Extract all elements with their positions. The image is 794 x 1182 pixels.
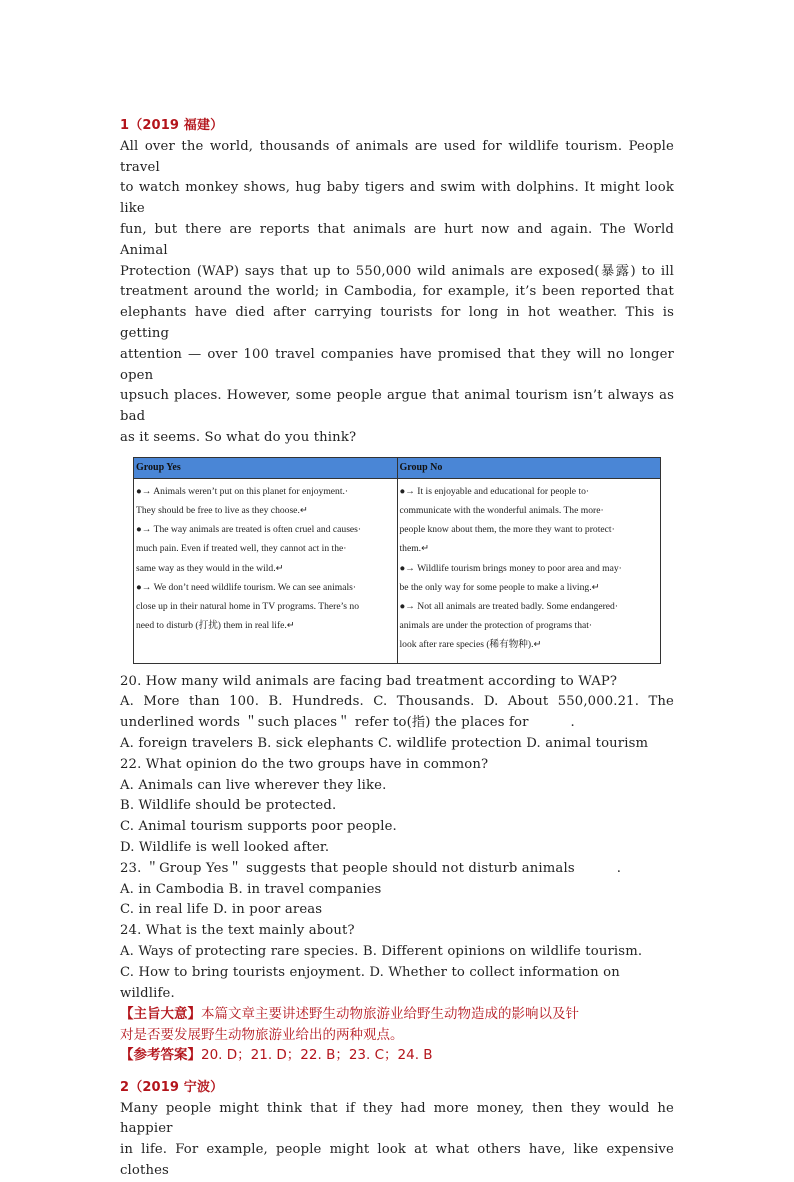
question-22-option-b: B. Wildlife should be protected. (120, 798, 337, 814)
answer-text: 20. D；21. D；22. B；23. C；24. B (201, 1047, 433, 1064)
question-22-option-d: D. Wildlife is well looked after. (120, 839, 330, 855)
passage-line: in life. For example, people might look at what others have, like expensive clothes (120, 1142, 674, 1179)
passage-line: to watch monkey shows, hug baby tigers and swim with dolphins. It might look like (120, 180, 674, 217)
passage-line: All over the world, thousands of animals are used for wildlife tourism. People travel (120, 138, 674, 175)
document-page (120, 116, 674, 1182)
table-line: close up in their natural home in TV programs. There’s no (136, 600, 360, 612)
section-1-passage (120, 137, 674, 449)
question-22-option-a: A. Animals can live wherever they like. (120, 777, 387, 793)
table-line: same way as they would in the wild.↵ (136, 562, 284, 574)
table-line: ●→ It is enjoyable and educational for people to· (399, 485, 590, 497)
table-line: communicate with the wonderful animals. The more· (399, 504, 604, 516)
table-line: They should be free to live as they choose.↵ (136, 504, 308, 516)
question-23-options-ab: A. in Cambodia B. in travel companies (120, 881, 382, 897)
table-line: be the only way for some people to make a living.↵ (399, 581, 600, 593)
passage-line: Protection (WAP) says that up to 550,000 wild animals are exposed(暴露) to ill (120, 263, 674, 279)
table-line: ●→ We don’t need wildlife tourism. We can see animals· (136, 581, 357, 593)
passage-line: elephants have died after carrying tourists for long in hot weather. This is getting (120, 305, 674, 341)
question-21 (120, 713, 674, 734)
table-line: much pain. Even if treated well, they cannot act in the· (136, 543, 347, 555)
group-yes-cell (134, 478, 398, 663)
question-23 (120, 859, 674, 880)
question-20: 20. How many wild animals are facing bad treatment according to WAP? (120, 673, 618, 689)
passage-line: fun, but there are reports that animals are hurt now and again. The World Animal (120, 221, 674, 258)
opinions-table (133, 457, 661, 664)
table-line: look after rare species (稀有物种).↵ (399, 639, 542, 651)
question-24-options-cd: C. How to bring tourists enjoyment. D. Whether to collect information on wildlife. (120, 964, 620, 1001)
question-22: 22. What opinion do the two groups have in common? (120, 756, 489, 772)
main-idea-line1: 本篇文章主要讲述野生动物旅游业给野生动物造成的影响以及针 (201, 1006, 579, 1023)
section-2-heading: 2（2019 宁波） (120, 1079, 224, 1095)
passage-line: treatment around the world; in Cambodia, for example, it’s been reported that (120, 284, 674, 300)
question-20-options: A. More than 100. B. Hundreds. C. Thousands. D. About 550,000.21. The (120, 694, 674, 710)
question-23-options-cd: C. in real life D. in poor areas (120, 902, 323, 918)
table-line: ●→ Not all animals are treated badly. Some endangered· (399, 600, 619, 612)
table-line: need to disturb (打扰) them in real life.↵ (136, 620, 295, 632)
question-23-text: 23. ＂Group Yes＂ suggests that people should not disturb animals (120, 860, 575, 876)
question-22-option-c: C. Animal tourism supports poor people. (120, 819, 397, 835)
table-line: them.↵ (399, 543, 430, 555)
section-1-heading: 1（2019 福建） (120, 118, 224, 133)
question-23-end: . (616, 860, 622, 876)
table-line: people know about them, the more they want to protect· (399, 524, 615, 536)
passage-line: upsuch places. However, some people argue that animal tourism isn’t always as bad (120, 388, 674, 425)
group-yes-header: Group Yes (134, 457, 398, 478)
group-no-cell (397, 478, 661, 663)
main-idea (120, 1004, 674, 1045)
table-line: ●→ The way animals are treated is often cruel and causes· (136, 524, 362, 536)
table-line: animals are under the protection of programs that· (399, 620, 593, 632)
passage-line: as it seems. So what do you think? (120, 429, 357, 445)
questions (120, 672, 674, 1005)
group-no-header: Group No (397, 457, 661, 478)
main-idea-line2: 对是否要发展野生动物旅游业给出的两种观点。 (120, 1026, 404, 1043)
question-24: 24. What is the text mainly about? (120, 923, 355, 939)
table-line: ●→ Wildlife tourism brings money to poor area and may· (399, 562, 622, 574)
answer-key (120, 1045, 674, 1066)
section-2-passage (120, 1099, 674, 1182)
answer-label: 【参考答案】 (120, 1047, 201, 1064)
question-21-end: . (570, 715, 575, 731)
question-21-text: underlined words ＂such places＂ refer to(指) the places for (120, 715, 529, 731)
passage-line: attention — over 100 travel companies have promised that they will no longer open (120, 346, 674, 383)
question-24-options-ab: A. Ways of protecting rare species. B. Different opinions on wildlife tourism. (120, 943, 643, 959)
table-line: ●→ Animals weren’t put on this planet for enjoyment.· (136, 485, 349, 497)
passage-line: Many people might think that if they had more money, then they would he happier (120, 1100, 674, 1137)
question-21-options: A. foreign travelers B. sick elephants C. wildlife protection D. animal tourism (120, 735, 649, 751)
main-idea-label: 【主旨大意】 (120, 1006, 201, 1023)
